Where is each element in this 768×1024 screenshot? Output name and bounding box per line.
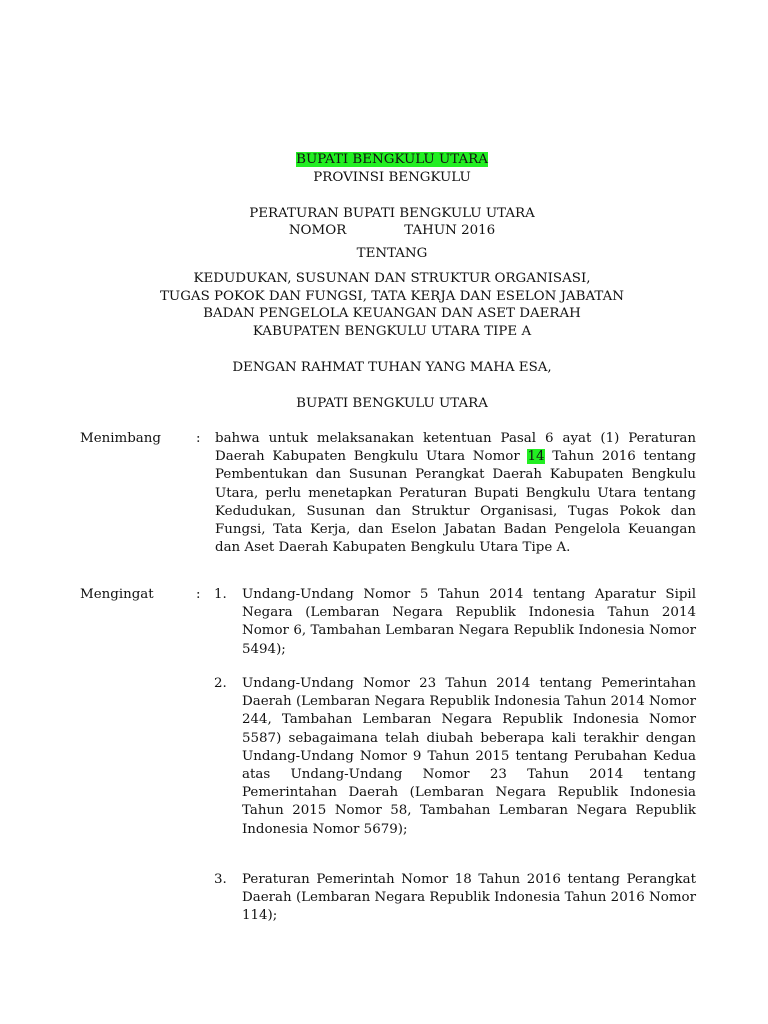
province-name: PROVINSI BENGKULU bbox=[313, 170, 471, 185]
list-item-text: Undang-Undang Nomor 23 Tahun 2014 tentang Pemerintahan Daerah (Lembaran Negara Republik Indonesia Tahun 2014 Nomor 244, Tambahan Lembaran Negara Republik Indonesia Nomor 5587) sebagaimana telah diubah beberapa kali terakhir dengan Undang-Undang Nomor 9 Tahun 2015 tentang Perubahan Kedua atas Undang-Undang Nomor 23 Tahun 2014 tentang Pemerintahan Daerah (Lembaran Negara Republik Indonesia Tahun 2015 Nomor 58, Tambahan Lembaran Negara Republik Indonesia Nomor 5679); bbox=[242, 676, 696, 837]
menimbang-colon: : bbox=[196, 431, 201, 446]
regulation-number-line bbox=[0, 222, 768, 239]
blessing-line: DENGAN RAHMAT TUHAN YANG MAHA ESA, bbox=[232, 360, 552, 375]
list-item-number: 1. bbox=[214, 587, 227, 602]
menimbang-text-before: bahwa untuk melaksanakan ketentuan Pasal 6 ayat (1) Peraturan Daerah Kabupaten Bengkulu Utara Nomor bbox=[215, 431, 696, 465]
mengingat-colon: : bbox=[196, 587, 201, 602]
mengingat-label: Mengingat bbox=[80, 587, 154, 602]
year-label: TAHUN 2016 bbox=[404, 223, 496, 238]
menimbang-text bbox=[215, 430, 696, 557]
highlighted-regulation-number: 14 bbox=[527, 449, 545, 465]
menimbang-label: Menimbang bbox=[80, 431, 161, 446]
menimbang-text-after: Tahun 2016 tentang Pembentukan dan Susunan Perangkat Daerah Kabupaten Bengkulu Utara, perlu menetapkan Peraturan Bupati Bengkulu Utara tentang Kedudukan, Susunan dan Struktur Organisasi, Tugas Pokok dan Fungsi, Tata Kerja, dan Eselon Jabatan Badan Pengelola Keuangan dan Aset Daerah Kabupaten Bengkulu Utara Tipe A. bbox=[215, 449, 696, 556]
subject-line: BADAN PENGELOLA KEUANGAN DAN ASET DAERAH bbox=[203, 306, 581, 321]
subject-line: TUGAS POKOK DAN FUNGSI, TATA KERJA DAN ESELON JABATAN bbox=[160, 289, 624, 304]
regulation-title: PERATURAN BUPATI BENGKULU UTARA bbox=[249, 206, 535, 221]
about-label: TENTANG bbox=[356, 246, 428, 261]
list-item-text: Undang-Undang Nomor 5 Tahun 2014 tentang Aparatur Sipil Negara (Lembaran Negara Republik Indonesia Tahun 2014 Nomor 6, Tambahan Lembaran Negara Republik Indonesia Nomor 5494); bbox=[242, 587, 696, 657]
subject-line: KABUPATEN BENGKULU UTARA TIPE A bbox=[252, 324, 532, 339]
list-item-number: 3. bbox=[214, 872, 227, 887]
list-item-number: 2. bbox=[214, 676, 227, 691]
number-label: NOMOR bbox=[288, 223, 347, 238]
list-item-text: Peraturan Pemerintah Nomor 18 Tahun 2016 tentang Perangkat Daerah (Lembaran Negara Republik Indonesia Tahun 2016 Nomor 114); bbox=[242, 872, 696, 924]
issuer-line: BUPATI BENGKULU UTARA bbox=[296, 396, 488, 411]
regent-title-line bbox=[0, 151, 768, 168]
subject-line: KEDUDUKAN, SUSUNAN DAN STRUKTUR ORGANISASI, bbox=[193, 271, 591, 286]
regent-title: BUPATI BENGKULU UTARA bbox=[296, 152, 488, 167]
